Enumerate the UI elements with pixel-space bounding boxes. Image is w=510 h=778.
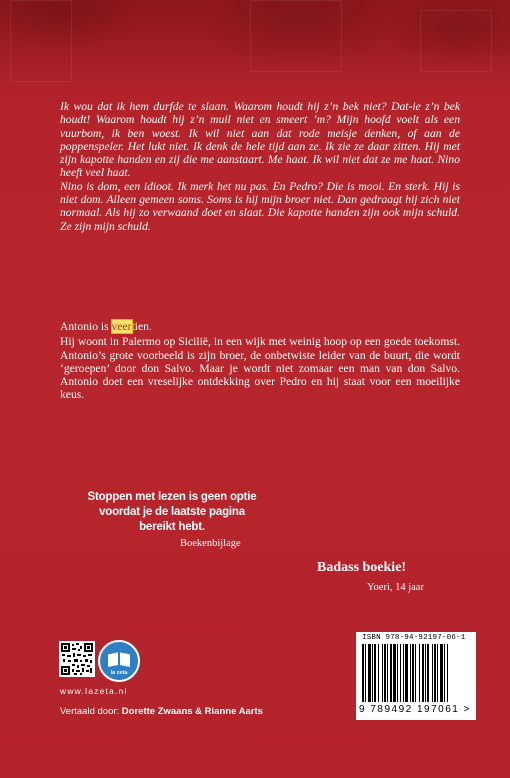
logo-label: la zeta <box>110 670 128 676</box>
barcode-bar <box>374 644 376 702</box>
barcode-bar <box>447 644 448 702</box>
barcode-bar <box>440 644 443 702</box>
excerpt-paragraph-1: Ik wou dat ik hem durfde te slaan. Waarom houdt hij z’n bek niet? Dat-ie z’n bek houdt! Waarom houdt hij z’n muil niet en smeert ’m? Mijn hoofd voelt als een vuurbom, ik ben woest. Ik wil niet aan dat rode meisje denken, of aan de poppenspeler. Het lukt niet. Ik denk de hele tijd aan ze. Ik zie ze daar zitten. Hij met zijn kapotte handen en zij die me aanstaart. Me haat. Ik wil niet dat ze me haat. Nino heeft veel haat. <box>60 100 460 180</box>
background-shape <box>10 0 72 82</box>
barcode-bar <box>444 644 445 702</box>
book-summary <box>60 320 460 402</box>
barcode-bar <box>405 644 408 702</box>
barcode-bar <box>378 644 379 702</box>
barcode-bar <box>362 644 364 702</box>
barcode-bar <box>412 644 414 702</box>
translators-line <box>60 706 263 717</box>
barcode-bar <box>390 644 392 702</box>
highlighted-text[interactable]: veer <box>111 320 132 333</box>
barcode-bar <box>368 644 371 702</box>
qr-code-icon[interactable] <box>59 641 95 677</box>
review-source-1: Boekenbijlage <box>180 538 241 549</box>
background-shape <box>250 0 342 72</box>
barcode-bar <box>387 644 388 702</box>
review-quote-2: Badass boekie! <box>317 560 407 575</box>
barcode-bar <box>397 644 398 702</box>
barcode-bar <box>425 644 426 702</box>
barcode-bar <box>384 644 386 702</box>
publisher-logo <box>98 640 140 682</box>
excerpt-paragraph-2: Nino is dom, een idioot. Ik merk het nu pas. En Pedro? Die is mooi. En sterk. Hij is niet dom. Alleen gemeen soms. Soms is hij mijn broer niet. Dan gedraagt hij zich niet normaal. Als hij zo verwaand doet en slaat. Die kapotte handen zijn ook mijn schuld. Ze zijn mijn schuld. <box>60 179 460 233</box>
barcode-bar <box>432 644 433 702</box>
barcode-bar <box>427 644 429 702</box>
barcode-bar <box>393 644 396 702</box>
publisher-website[interactable]: www.lazeta.nl <box>60 686 128 696</box>
isbn-text: ISBN 978-94-92197-06-1 <box>362 634 466 642</box>
barcode-bar <box>422 644 424 702</box>
barcode-bar <box>372 644 373 702</box>
summary-lead <box>60 320 460 333</box>
barcode-icon <box>362 644 470 704</box>
barcode-number: 9 789492 197061 > <box>359 704 471 715</box>
review-quote-1: Stoppen met lezen is geen optie voordat je de laatste pagina bereikt hebt. <box>87 491 257 533</box>
review-source-2: Yoeri, 14 jaar <box>367 582 424 593</box>
summary-lead-start: Antonio is <box>60 320 112 333</box>
summary-lead-end: tien. <box>131 320 152 333</box>
barcode-bar <box>415 644 416 702</box>
translators-label: Vertaald door: <box>60 706 122 717</box>
barcode-bar <box>400 644 401 702</box>
barcode-bar <box>382 644 383 702</box>
barcode-bar <box>365 644 366 702</box>
summary-body: Hij woont in Palermo op Sicilië, in een wijk met weinig hoop op een goede toekomst. Antonio’s grote voorbeeld is zijn broer, de onbetwiste leider van de buurt, die wordt ‘geroepen’ door don Salvo. Maar je wordt niet zomaar een man van don Salvo. Antonio doet een vreselijke ontdekking over Pedro en hij staat voor een moeilijke keus. <box>60 335 460 402</box>
barcode-bar <box>437 644 438 702</box>
barcode-bar <box>434 644 436 702</box>
barcode-bar <box>419 644 420 702</box>
barcode-bar <box>403 644 404 702</box>
background-shape <box>420 10 492 72</box>
book-excerpt <box>60 100 460 233</box>
translators-names: Dorette Zwaans & Rianne Aarts <box>121 706 263 717</box>
barcode-bar <box>410 644 411 702</box>
isbn-barcode <box>356 632 476 720</box>
